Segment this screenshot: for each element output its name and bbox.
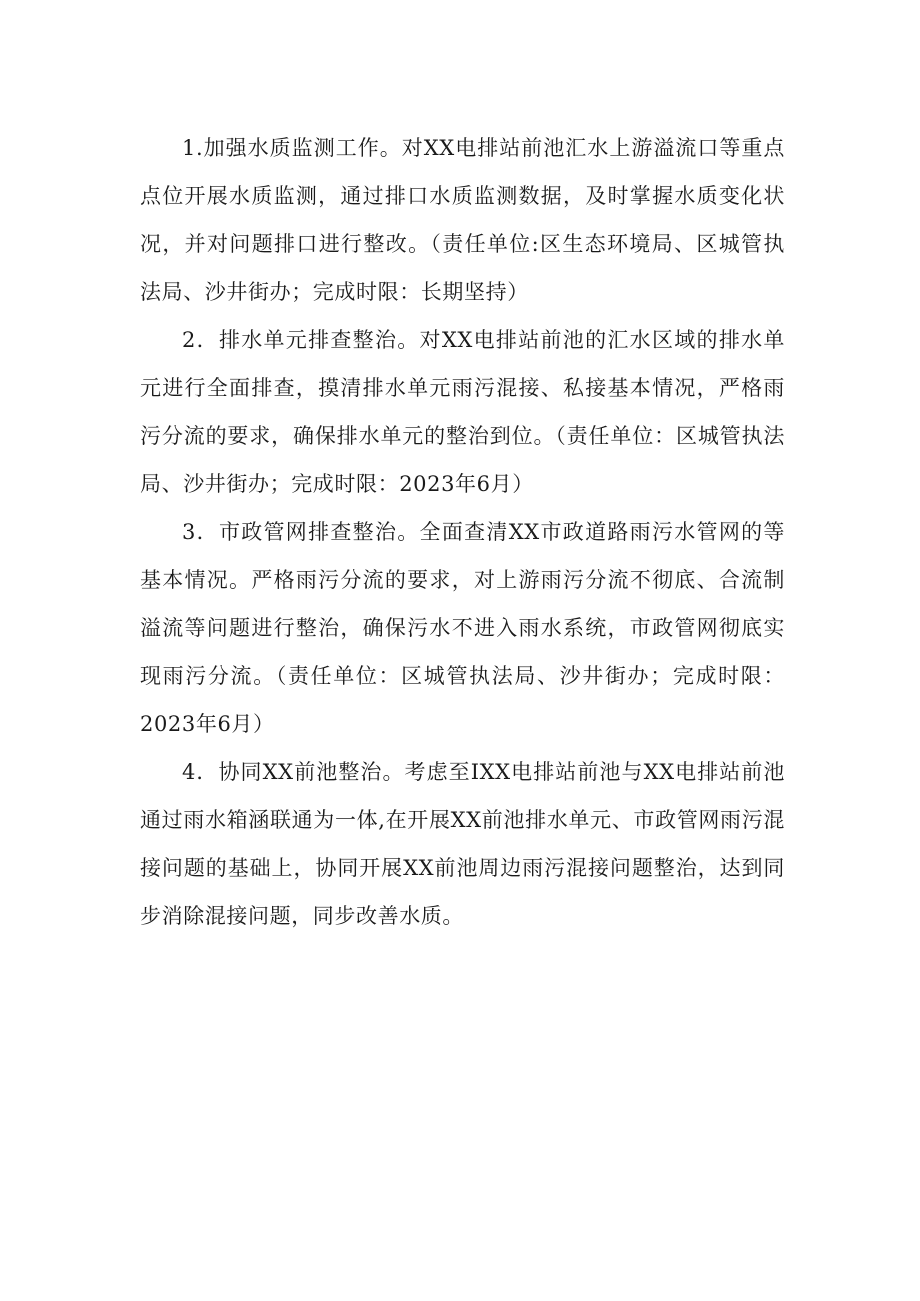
document-body: [140, 124, 785, 940]
paragraph-4: 4．协同XX前池整治。考虑至IXX电排站前池与XX电排站前池通过雨水箱涵联通为一体,在开展XX前池排水单元、市政管网雨污混接问题的基础上，协同开展XX前池周边雨污混接问题整治，达到同步消除混接问题，同步改善水质。: [140, 760, 785, 928]
paragraph-3: 3．市政管网排查整治。全面查清XX市政道路雨污水管网的等基本情况。严格雨污分流的要求，对上游雨污分流不彻底、合流制溢流等问题进行整治，确保污水不进入雨水系统，市政管网彻底实现雨污分流。（责任单位：区城管执法局、沙井街办；完成时限：2023年6月）: [140, 520, 785, 736]
paragraph-2: 2．排水单元排查整治。对XX电排站前池的汇水区域的排水单元进行全面排查，摸清排水单元雨污混接、私接基本情况，严格雨污分流的要求，确保排水单元的整治到位。（责任单位：区城管执法局、沙井街办；完成时限：2023年6月）: [140, 328, 785, 496]
paragraph-1: 1.加强水质监测工作。对XX电排站前池汇水上游溢流口等重点点位开展水质监测，通过排口水质监测数据，及时掌握水质变化状况，并对问题排口进行整改。（责任单位:区生态环境局、区城管执法局、沙井街办；完成时限：长期坚持）: [140, 136, 785, 304]
